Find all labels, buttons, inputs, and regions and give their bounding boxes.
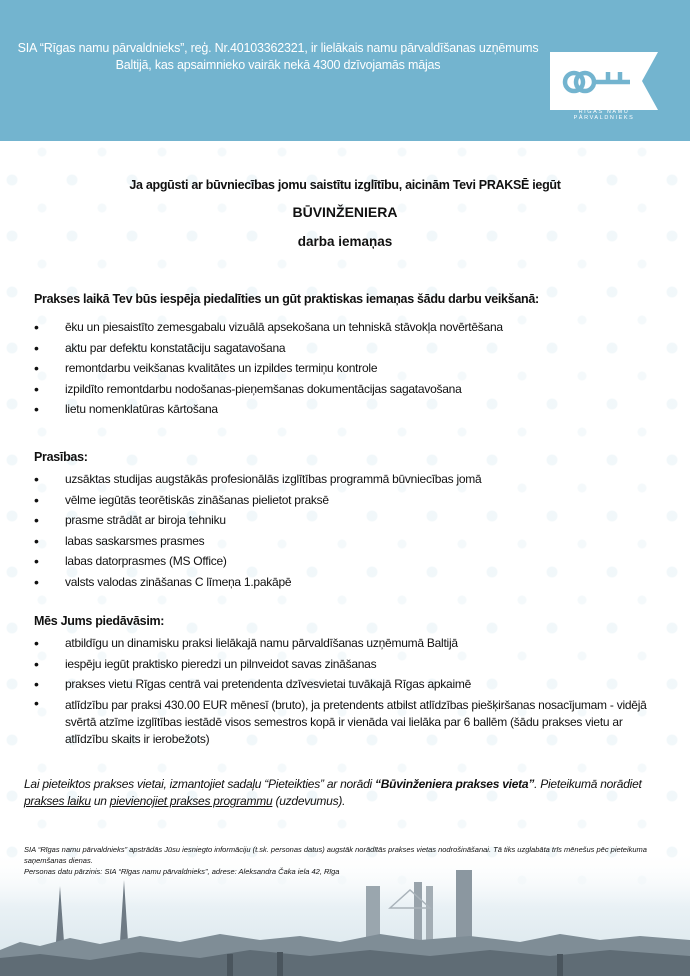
apply-text: . Pieteikumā norādiet xyxy=(534,777,642,791)
requirements-list xyxy=(34,469,654,593)
header-company-text: SIA “Rīgas namu pārvaldnieks”, reģ. Nr.40103362321, ir lielākais namu pārvaldīšanas uzņēmums Baltijā, kas apsaimnieko vairāk nekā 4300 dzīvojamās mājas xyxy=(17,41,539,72)
list-item: • izpildīto remontdarbu nodošanas-pieņemšanas dokumentācijas sagatavošana xyxy=(34,379,654,400)
list-item: • prasme strādāt ar biroja tehniku xyxy=(34,510,654,531)
section-tasks-heading: Prakses laikā Tev būs iespēja piedalīties un gūt praktiskas iemaņas šādu darbu veikšanā: xyxy=(34,292,539,306)
application-instructions xyxy=(24,776,654,810)
intro-text: Ja apgūsti ar būvniecības jomu saistītu izglītību, aicinām Tevi PRAKSĒ iegūt xyxy=(129,178,561,192)
tasks-list xyxy=(34,317,654,420)
privacy-controller-line: Personas datu pārzinis: SIA “Rīgas namu pārvaldnieks”, adrese: Aleksandra Čaka iela 42, Rīga xyxy=(24,867,340,876)
offer-list xyxy=(34,633,654,750)
section-requirements-heading: Prasības: xyxy=(34,450,88,464)
list-item: • atbildīgu un dinamisku praksi lielākajā namu pārvaldīšanas uzņēmumā Baltijā xyxy=(34,633,654,654)
list-item: • lietu nomenklatūras kārtošana xyxy=(34,399,654,420)
list-item: • prakses vietu Rīgas centrā vai pretendenta dzīvesvietai tuvākajā Rīgas apkaimē xyxy=(34,674,654,695)
list-item: • vēlme iegūtās teorētiskās zināšanas pielietot praksē xyxy=(34,490,654,511)
apply-text: Lai pieteiktos prakses vietai, izmantojiet sadaļu “Pieteikties” ar norādi xyxy=(24,777,376,791)
list-item: • valsts valodas zināšanas C līmeņa 1.pakāpē xyxy=(34,572,654,593)
list-item: • aktu par defektu konstatāciju sagatavošana xyxy=(34,338,654,359)
list-item: • iespēju iegūt praktisko pieredzi un pilnveidot savas zināšanas xyxy=(34,654,654,675)
list-item: • ēku un piesaistīto zemesgabalu vizuālā apsekošana un tehniskā stāvokļa novērtēšana xyxy=(34,317,654,338)
position-subtitle: darba iemaņas xyxy=(297,234,393,249)
section-offer-heading: Mēs Jums piedāvāsim: xyxy=(34,614,165,628)
apply-position-name: “Būvinženiera prakses vieta” xyxy=(375,777,535,791)
privacy-notice-line: SIA “Rīgas namu pārvaldnieks” apstrādās Jūsu iesniegto informāciju (t.sk. personas datus) augstāk norādītās prakses vietas nodrošināšanai. Tā tiks uzglabāta trīs mēnešus pēc pieteikuma saņemšanas dienas. xyxy=(24,845,647,865)
privacy-notice xyxy=(24,844,654,877)
list-item: • uzsāktas studijas augstākās profesionālās izglītības programmā būvniecības jomā xyxy=(34,469,654,490)
practice-time-link[interactable]: prakses laiku xyxy=(24,794,91,808)
list-item: • remontdarbu veikšanas kvalitātes un izpildes termiņu kontrole xyxy=(34,358,654,379)
position-title: BŪVINŽENIERA xyxy=(292,204,398,220)
apply-text: un xyxy=(90,794,110,808)
list-item: • labas saskarsmes prasmes xyxy=(34,531,654,552)
practice-program-link[interactable]: pievienojiet prakses programmu xyxy=(109,794,273,808)
list-item: • labas datorprasmes (MS Office) xyxy=(34,551,654,572)
apply-text: (uzdevumus). xyxy=(272,794,346,808)
list-item: • atlīdzību par praksi 430.00 EUR mēnesī (bruto), ja pretendents atbilst atlīdzības piešķiršanas nosacījumam - vidējā svērtā atzīme izglītības iestādē visos semestros kopā ir vienāda vai lielāka par 6 ballēm (šādu prakses vietu ar atlīdzību skaits ir ierobežots) xyxy=(34,695,654,750)
logo-wordmark: RĪGAS NAMU PĀRVALDNIEKS xyxy=(573,109,635,121)
header-banner xyxy=(0,0,690,141)
